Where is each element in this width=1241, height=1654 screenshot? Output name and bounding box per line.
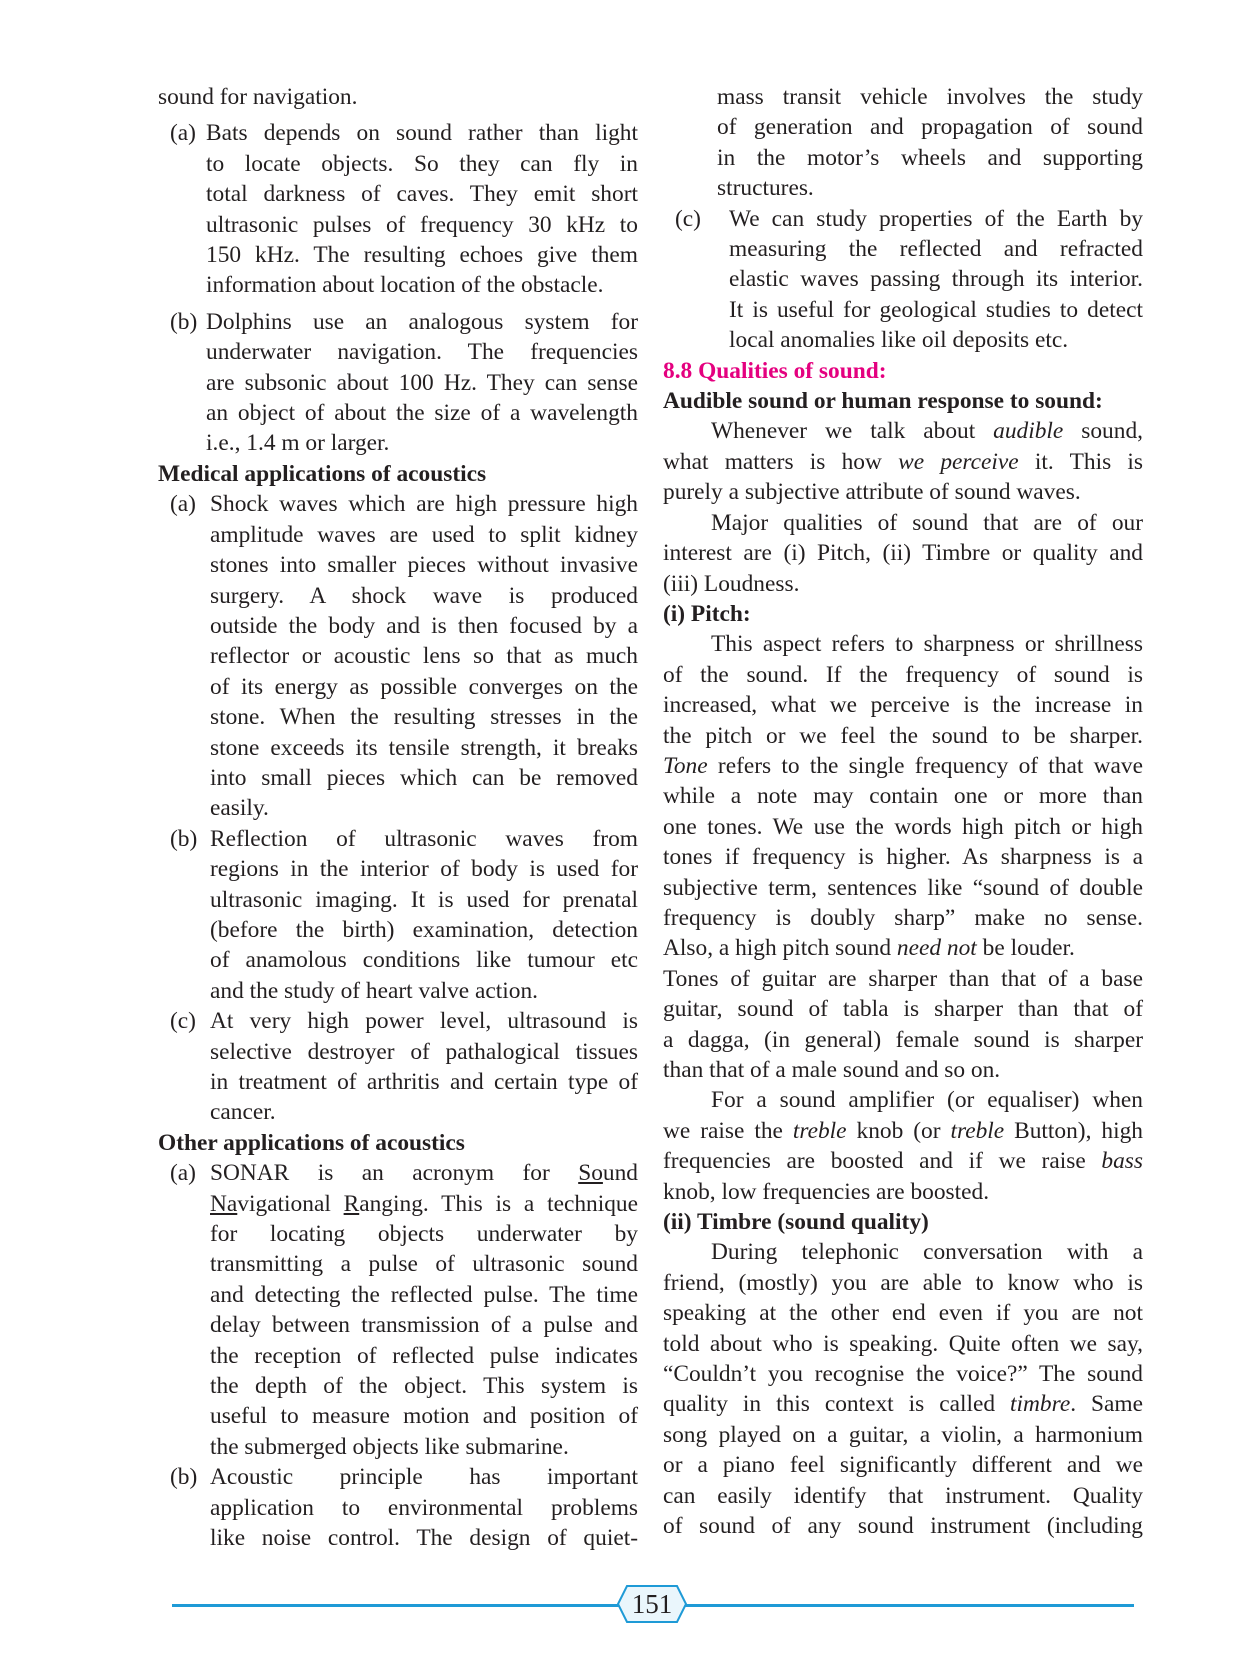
medical-item-c bbox=[158, 1006, 638, 1128]
text-line: of its energy as possible converges on the bbox=[210, 673, 638, 700]
text-run: vigational bbox=[237, 1190, 344, 1217]
text-line: while a note may contain one or more than bbox=[663, 783, 1143, 810]
text-line: of generation and propagation of sound bbox=[717, 114, 1143, 141]
text-line: purely a subjective attribute of sound waves. bbox=[663, 479, 1081, 506]
right-column bbox=[663, 82, 1143, 1542]
text-line: “Couldn’t you recognise the voice?” The sound bbox=[663, 1361, 1143, 1388]
navigation-item-a bbox=[158, 118, 638, 300]
timbre-heading: (ii) Timbre (sound quality) bbox=[663, 1209, 929, 1236]
text-run: und bbox=[602, 1160, 638, 1187]
item-body bbox=[715, 204, 1143, 356]
text-line: song played on a guitar, a violin, a harmonium bbox=[663, 1421, 1143, 1448]
text-line: useful to measure motion and position of bbox=[210, 1403, 638, 1430]
text-line: (iii) Loudness. bbox=[663, 570, 800, 597]
emphasis: need not bbox=[896, 935, 977, 962]
text-run: what matters is how bbox=[663, 448, 899, 475]
text-line: in the motor’s wheels and supporting bbox=[717, 144, 1143, 171]
item-label: (b) bbox=[170, 308, 198, 335]
text-line: guitar, sound of tabla is sharper than that of bbox=[663, 996, 1143, 1023]
item-body bbox=[210, 1158, 638, 1462]
text-line: a dagga, (in general) female sound is sharper bbox=[663, 1026, 1143, 1053]
text-line: or a piano feel significantly different and we bbox=[663, 1452, 1143, 1479]
text-line: application to environmental problems bbox=[210, 1494, 638, 1521]
text-line: knob, low frequencies are boosted. bbox=[663, 1178, 990, 1205]
text-line: stone exceeds its tensile strength, it breaks bbox=[210, 734, 638, 761]
text-line: the reception of reflected pulse indicates bbox=[210, 1342, 638, 1369]
text-line: Acoustic principle has important bbox=[210, 1464, 638, 1491]
text-line: outside the body and is then focused by a bbox=[210, 612, 638, 639]
continued-item-b bbox=[663, 82, 1143, 204]
text-line: one tones. We use the words high pitch or high bbox=[663, 813, 1143, 840]
text-line: mass transit vehicle involves the study bbox=[717, 84, 1143, 110]
text-line: (before the birth) examination, detection bbox=[210, 916, 638, 943]
text-line: to locate objects. So they can fly in bbox=[206, 150, 638, 177]
text-line: friend, (mostly) you are able to know who is bbox=[663, 1269, 1143, 1296]
text-line: It is useful for geological studies to detect bbox=[729, 296, 1143, 323]
amplifier-paragraph bbox=[663, 1085, 1143, 1207]
text-line: speaking at the other end even if you are not bbox=[663, 1300, 1143, 1327]
text-run: sound, bbox=[1063, 418, 1143, 445]
text-line: information about location of the obstacle. bbox=[206, 272, 604, 299]
text-line: than that of a male sound and so on. bbox=[663, 1057, 1001, 1083]
text-line: can easily identify that instrument. Quality bbox=[663, 1482, 1143, 1509]
text-line bbox=[663, 1146, 1143, 1176]
text-run: frequencies are boosted and if we raise bbox=[663, 1148, 1102, 1175]
text-line: cancer. bbox=[210, 1099, 276, 1126]
other-item-b bbox=[158, 1462, 638, 1553]
text-line: elastic waves passing through its interior. bbox=[729, 266, 1143, 293]
tones-paragraph bbox=[663, 964, 1143, 1086]
text-line: easily. bbox=[210, 795, 269, 822]
text-line: like noise control. The design of quiet- bbox=[210, 1525, 638, 1552]
text-line: Major qualities of sound that are of our bbox=[711, 509, 1143, 536]
text-line: local anomalies like oil deposits etc. bbox=[729, 327, 1069, 354]
item-label: (a) bbox=[170, 1160, 196, 1187]
text-line bbox=[210, 1189, 638, 1219]
item-body bbox=[206, 118, 638, 300]
text-line: reflector or acoustic lens so that as much bbox=[210, 643, 638, 670]
text-line: of the sound. If the frequency of sound is bbox=[663, 661, 1143, 688]
text-run: Whenever we talk about bbox=[711, 418, 994, 445]
text-line: into small pieces which can be removed bbox=[210, 764, 638, 791]
text-line: interest are (i) Pitch, (ii) Timbre or quality and bbox=[663, 540, 1143, 567]
emphasis: treble bbox=[792, 1117, 847, 1144]
audible-paragraph bbox=[663, 416, 1143, 507]
text-line bbox=[663, 1116, 1143, 1146]
text-line bbox=[663, 751, 1143, 781]
other-applications-heading: Other applications of acoustics bbox=[158, 1129, 465, 1156]
acronym-letters: R bbox=[343, 1190, 360, 1217]
text-line: are subsonic about 100 Hz. They can sense bbox=[206, 369, 638, 396]
item-body bbox=[206, 307, 638, 459]
text-line: For a sound amplifier (or equaliser) when bbox=[711, 1087, 1143, 1114]
medical-item-b bbox=[158, 824, 638, 1006]
pitch-paragraph bbox=[663, 629, 1143, 963]
emphasis: we perceive bbox=[898, 448, 1019, 475]
text-line bbox=[663, 416, 1143, 446]
other-item-a bbox=[158, 1158, 638, 1462]
text-line: told about who is speaking. Quite often we say, bbox=[663, 1330, 1143, 1357]
acronym-letters: Na bbox=[210, 1190, 238, 1217]
acronym-letters: So bbox=[578, 1160, 603, 1187]
text-line: stones into smaller pieces without invasive bbox=[210, 552, 638, 579]
text-run: we raise the bbox=[663, 1117, 793, 1144]
item-body bbox=[210, 489, 638, 823]
item-label: (a) bbox=[170, 120, 196, 147]
text-line: of sound of any sound instrument (including bbox=[663, 1513, 1143, 1540]
text-line: the depth of the object. This system is bbox=[210, 1373, 638, 1400]
item-body bbox=[210, 1006, 638, 1128]
emphasis: bass bbox=[1101, 1148, 1143, 1175]
text-line: structures. bbox=[717, 175, 814, 202]
text-line bbox=[663, 933, 1143, 963]
section-title: 8.8 Qualities of sound: bbox=[663, 357, 887, 384]
navigation-item-b bbox=[158, 307, 638, 459]
text-line: surgery. A shock wave is produced bbox=[210, 582, 638, 609]
text-line: regions in the interior of body is used for bbox=[210, 856, 638, 883]
text-line: stone. When the resulting stresses in the bbox=[210, 704, 638, 731]
pitch-heading: (i) Pitch: bbox=[663, 600, 751, 627]
text-line: Tones of guitar are sharper than that of a base bbox=[663, 965, 1143, 992]
text-line: in treatment of arthritis and certain type of bbox=[210, 1069, 638, 1095]
medical-applications-heading: Medical applications of acoustics bbox=[158, 460, 487, 487]
timbre-paragraph bbox=[663, 1237, 1143, 1541]
item-label: (c) bbox=[170, 1008, 196, 1035]
text-line: selective destroyer of pathalogical tissues bbox=[210, 1038, 638, 1065]
text-line: At very high power level, ultrasound is bbox=[210, 1008, 638, 1035]
text-line: Bats depends on sound rather than light bbox=[206, 120, 638, 147]
text-line: i.e., 1.4 m or larger. bbox=[206, 430, 390, 457]
text-line bbox=[663, 1389, 1143, 1419]
text-line: increased, what we perceive is the increase in bbox=[663, 692, 1143, 719]
text-line: and the study of heart valve action. bbox=[210, 977, 539, 1004]
text-run: Button), high bbox=[1004, 1117, 1143, 1144]
text-line: an object of about the size of a wavelength bbox=[206, 400, 638, 427]
text-run: be louder. bbox=[976, 935, 1075, 962]
item-label: (a) bbox=[170, 491, 196, 518]
text-run: refers to the single frequency of that wave bbox=[707, 752, 1143, 779]
text-line bbox=[210, 1158, 638, 1188]
item-label: (b) bbox=[170, 825, 198, 852]
other-item-c bbox=[663, 204, 1143, 356]
text-line: the submerged objects like submarine. bbox=[210, 1433, 569, 1460]
item-label: (b) bbox=[170, 1464, 198, 1491]
text-line: measuring the reflected and refracted bbox=[729, 236, 1143, 263]
text-line: total darkness of caves. They emit short bbox=[206, 181, 638, 208]
left-column bbox=[158, 82, 638, 1554]
text-line: and detecting the reflected pulse. The time bbox=[210, 1281, 638, 1308]
text-line: amplitude waves are used to split kidney bbox=[210, 521, 638, 548]
text-line: Reflection of ultrasonic waves from bbox=[210, 825, 638, 852]
item-body bbox=[210, 1462, 638, 1553]
item-label: (c) bbox=[675, 205, 701, 232]
major-qualities-paragraph bbox=[663, 508, 1143, 599]
text-line: underwater navigation. The frequencies bbox=[206, 339, 638, 366]
audible-sound-heading: Audible sound or human response to sound: bbox=[663, 388, 1103, 415]
text-run: it. This is bbox=[1018, 448, 1144, 475]
text-line: Dolphins use an analogous system for bbox=[206, 308, 638, 335]
text-run: SONAR is an acronym for bbox=[210, 1160, 579, 1187]
text-line: transmitting a pulse of ultrasonic sound bbox=[210, 1251, 638, 1278]
text-line: of anamolous conditions like tumour etc bbox=[210, 947, 638, 974]
emphasis: treble bbox=[950, 1117, 1005, 1144]
text-line: ultrasonic imaging. It is used for prenatal bbox=[210, 886, 638, 913]
text-run: knob (or bbox=[846, 1117, 951, 1144]
emphasis: timbre bbox=[1010, 1391, 1071, 1418]
text-line: delay between transmission of a pulse and bbox=[210, 1312, 638, 1339]
text-line: for locating objects underwater by bbox=[210, 1221, 638, 1248]
text-line: Shock waves which are high pressure high bbox=[210, 491, 638, 518]
text-line: We can study properties of the Earth by bbox=[729, 205, 1143, 232]
text-line: the pitch or we feel the sound to be sharper. bbox=[663, 722, 1143, 749]
text-line: 150 kHz. The resulting echoes give them bbox=[206, 242, 638, 269]
medical-item-a bbox=[158, 489, 638, 823]
text-run: Also, a high pitch sound bbox=[663, 935, 897, 962]
text-run: anging. This is a technique bbox=[359, 1190, 638, 1217]
text-line bbox=[663, 447, 1143, 477]
emphasis: Tone bbox=[663, 752, 708, 779]
page-number: 151 bbox=[631, 1589, 673, 1619]
text-run: . Same bbox=[1070, 1391, 1143, 1418]
text-run: quality in this context is called bbox=[663, 1391, 1011, 1418]
text-line: tones if frequency is higher. As sharpness is a bbox=[663, 844, 1143, 871]
intro-line: sound for navigation. bbox=[158, 84, 358, 110]
text-line: During telephonic conversation with a bbox=[711, 1239, 1143, 1266]
emphasis: audible bbox=[993, 418, 1064, 445]
text-line: This aspect refers to sharpness or shrillness bbox=[711, 631, 1143, 658]
text-line: frequency is doubly sharp” make no sense. bbox=[663, 904, 1143, 931]
text-line: subjective term, sentences like “sound of double bbox=[663, 874, 1143, 901]
text-line: ultrasonic pulses of frequency 30 kHz to bbox=[206, 211, 638, 238]
item-body bbox=[210, 824, 638, 1006]
